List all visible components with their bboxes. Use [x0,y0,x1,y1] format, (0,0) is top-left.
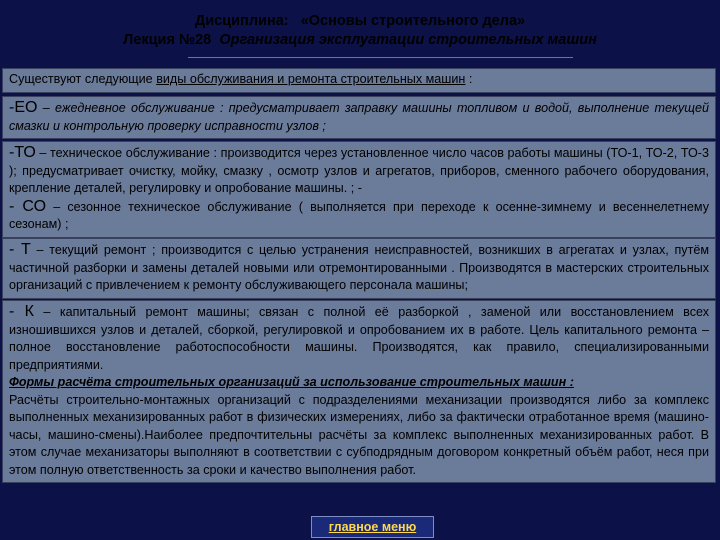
t-code: - Т [9,241,31,258]
forms-heading: Формы расчёта строительных организаций за использование строительных машин : [9,375,574,389]
intro-end: : [465,72,473,86]
k-code: - К [9,303,35,320]
lecture-number: Лекция №28 [123,32,212,48]
main-menu-button[interactable]: главное меню [311,516,434,538]
intro-text: Существуют следующие [9,72,157,86]
forms-text: Расчёты строительно-монтажных организаций с подразделениями механизации производятся либо за комплекс выполненных механизированных работ в физических измерениях, либо за фактически отработанное время (машино-часы, машино-смены).Наиболее предпочтительны расчёты за комплекс выполненных механизированных работ. В этом случае механизаторы выполняют в соответствии с субподрядным договором конкретный объём работ, неся при этом полную ответственность за сроки и качество выполнения работ. [9,392,709,477]
to-text: – техническое обслуживание : производится через установленное число часов работы машины (ТО-1, ТО-2, ТО-3 ); предусматривает очистку, мойку, смазку , осмотр узлов и агрегатов, приборов, сменного рабочего оборудования, крепление деталей, регулировку и опробование машины. ; - [9,146,709,195]
lecture-topic: Организация эксплуатации строительных машин [219,32,597,48]
to-co-block [2,141,716,238]
eo-text: – ежедневное обслуживание : предусматривает заправку машины топливом и водой, выполнение текущей смазки и контрольную проверку исправности узлов ; [9,101,709,133]
course-name: «Основы строительного дела» [300,13,526,29]
to-code: -ТО [9,144,36,161]
co-text: – сезонное техническое обслуживание ( выполняется при переходе к осенне-зимнему и весеннелетнему сезонам) ; [9,199,709,231]
title-divider [188,57,573,58]
page-title-line1 [0,13,720,29]
intro-underlined: виды обслуживания и ремонта строительных машин [156,72,466,86]
eo-block [2,96,716,139]
k-text: – капитальный ремонт машины; связан с полной её разборкой , заменой или восстановлением всех изношившихся узлов и деталей, сборкой, регулировкой и опробованием их в работе. Цель капитального ремонта – полное восстановление работоспособности машины. Производятся, как правило, специализированными предприятиями. [9,305,710,372]
discipline-label: Дисциплина: [194,13,289,29]
co-code: - СО [9,197,47,215]
k-forms-block [2,300,716,483]
t-block [2,238,716,299]
page-title-line2 [0,32,720,48]
t-text: – текущий ремонт ; производится с целью устранения неисправностей, возникших в агрегатах и узлах, путём частичной разборки и замены деталей новыми или отремонтированными . Производятся в мастерских строительных организаций с привлечением к ремонту обслуживающего персонала машины; [9,243,709,292]
intro-block [2,68,716,93]
eo-code: -ЕО [9,99,38,116]
